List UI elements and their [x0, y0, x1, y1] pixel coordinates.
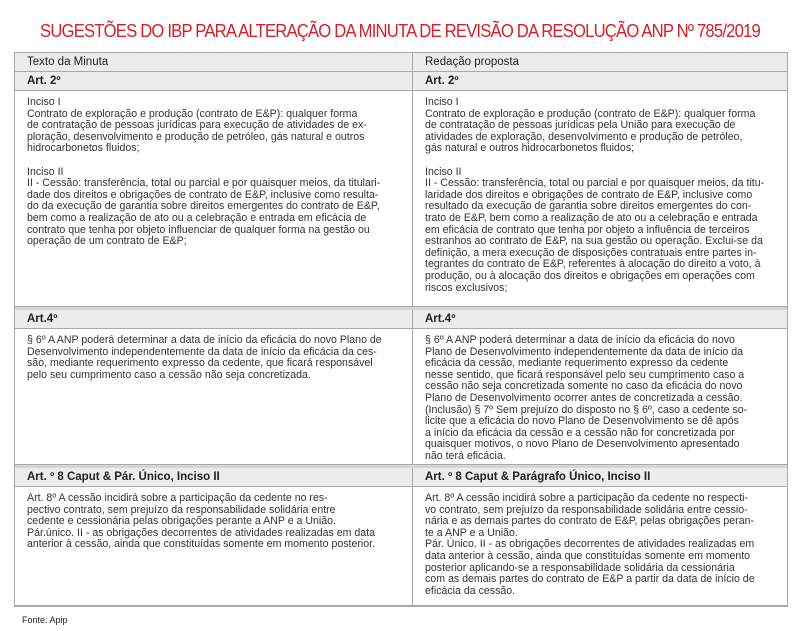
section-heading-left: Art.4º [15, 310, 413, 328]
section-body-row [15, 329, 787, 465]
column-header-row [15, 53, 787, 72]
section-heading-row [15, 307, 787, 329]
source-note: Fonte: Apip [22, 615, 68, 625]
section-heading-left: Art. º 8 Caput & Pár. Único, Inciso II [15, 468, 413, 486]
section-heading-row [15, 465, 787, 487]
section-body-row [15, 91, 787, 307]
proposed-text: Inciso I Contrato de exploração e produção (contrato de E&P): qualquer forma de contratação de pessoas jurídicas pela União para execução de atividades de exploração, desenvolvimento e produção de petróleo, gás natural e outros hidrocarbonetos fluidos; Inciso II II - Cessão: transferência, total ou parcial e por quaisquer meios, da titu- laridade dos direitos e obrigações de contrato de E&P, inclusive como resultado da execução de garantia sobre direitos emergentes do con- trato de E&P, bem como a realização de ato ou a celebração e entrada em eficácia de contrato que tenha por objeto a influência de terceiros estranhos ao contrato de E&P, na sua gestão ou operação. Exclui-se da definição, a mera execução de disposições contratuais entre partes in- tegrantes do contrato de E&P, referentes à alocação do direito a voto, à produção, ou à alocação dos direitos e obrigações em operações com riscos exclusivos; [425, 96, 765, 294]
minuta-text: Inciso I Contrato de exploração e produção (contrato de E&P): qualquer forma de contratação de pessoas jurídicas para execução de atividades de ex- ploração, desenvolvimento e produção de petróleo, gás natural e outros hidrocarbonetos fluidos; Inciso II II - Cessão: transferência, total ou parcial e por quaisquer meios, da titulari- dade dos direitos e obrigações de contrato de E&P, inclusive como resulta- do da execução de garantia sobre direitos emergentes do contrato de E&P, bem como a realização de ato ou a celebração e entrada em eficácia de contrato que tenha por objeto influenciar de qualquer forma na gestão ou operação de um contrato de E&P; [15, 91, 413, 306]
section-heading-row [15, 72, 787, 91]
section-heading-right: Art.4º [413, 310, 787, 328]
section-heading-right: Art. º 8 Caput & Parágrafo Único, Inciso II [413, 468, 787, 486]
proposed-text: Art. 8º A cessão incidirá sobre a participação da cedente no respecti- vo contrato, sem prejuízo da responsabilidade solidária entre cessio- nária e as demais partes do contrato de E&P, pelas obrigações peran- te a ANP e a União. Pár. Único. II - as obrigações decorrentes de atividades realizadas em data anterior à cessão, ainda que constituídas somente em momento posterior aplicando-se a responsabilidade solidária da cessionária com as demais partes do contrato de E&P a partir da data de início de eficácia da cessão. [425, 492, 755, 597]
column-header-right: Redação proposta [413, 53, 787, 71]
section-body-row [15, 487, 787, 605]
proposed-text: § 6º A ANP poderá determinar a data de início da eficácia do novo Plano de Desenvolvimento independentemente da data de início da eficácia da cessão, mediante requerimento expresso da cedente nesse sentido, que ficará responsável pelo seu cumprimento caso a cessão não seja concretizada somente no caso da eficácia do novo Plano de Desenvolvimento ocorrer antes de concretizada a cessão. (Inclusão) § 7º Sem prejuízo do disposto no § 6º, caso a cedente so- licite que a eficácia do novo Plano de Desenvolvimento se dê após a início da eficácia da cessão e a cessão não for concretizada por quaisquer motivos, o novo Plano de Desenvolvimento apresentado não terá eficácia. [425, 334, 748, 462]
minuta-text: Art. 8º A cessão incidirá sobre a participação da cedente no res- pectivo contrato, sem prejuízo da responsabilidade solidária entre cedente e cessionária pelas obrigações perante a ANP e a União. Pár.único. II - as obrigações decorrentes de atividades realizadas em data anterior à cessão, ainda que constituídas somente em momento posterior. [15, 487, 413, 605]
comparison-table [14, 52, 788, 607]
section-heading-right: Art. 2º [413, 72, 787, 90]
page-title: SUGESTÕES DO IBP PARA ALTERAÇÃO DA MINUTA DE REVISÃO DA RESOLUÇÃO ANP Nº 785/2019 [40, 20, 760, 41]
column-header-left: Texto da Minuta [15, 53, 413, 71]
minuta-text: § 6º A ANP poderá determinar a data de início da eficácia do novo Plano de Desenvolvimento independentemente da data de início da eficácia da ces- são, mediante requerimento expresso da cedente, que ficará responsável pelo seu cumprimento caso a cessão não seja concretizada. [15, 329, 413, 464]
section-heading-left: Art. 2º [15, 72, 413, 90]
